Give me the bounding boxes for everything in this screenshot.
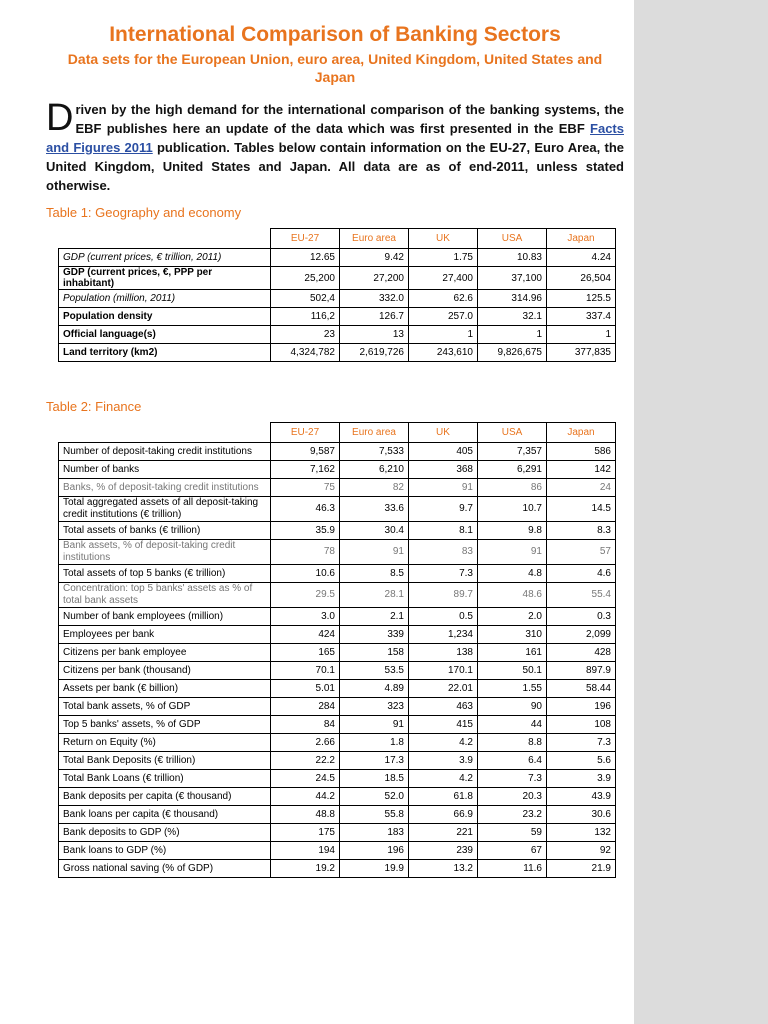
- table-row: [59, 497, 616, 522]
- value-cell: 28.1: [340, 583, 409, 608]
- value-cell: 89.7: [409, 583, 478, 608]
- row-label: Land territory (km2): [59, 344, 271, 362]
- value-cell: 48.6: [478, 583, 547, 608]
- value-cell: 61.8: [409, 788, 478, 806]
- value-cell: 50.1: [478, 662, 547, 680]
- row-label: Total assets of top 5 banks (€ trillion): [59, 565, 271, 583]
- value-cell: 7.3: [409, 565, 478, 583]
- value-cell: 91: [340, 540, 409, 565]
- value-cell: 3.0: [271, 608, 340, 626]
- page-subtitle: Data sets for the European Union, euro area, United Kingdom, United States and Japan: [67, 51, 603, 85]
- value-cell: 24.5: [271, 770, 340, 788]
- header-blank-cell: [59, 423, 271, 443]
- row-label: Number of bank employees (million): [59, 608, 271, 626]
- value-cell: 43.9: [547, 788, 616, 806]
- value-cell: 4.89: [340, 680, 409, 698]
- value-cell: 57: [547, 540, 616, 565]
- value-cell: 91: [478, 540, 547, 565]
- value-cell: 67: [478, 842, 547, 860]
- value-cell: 9.8: [478, 522, 547, 540]
- row-label: Population (million, 2011): [59, 290, 271, 308]
- value-cell: 91: [340, 716, 409, 734]
- table-header-row: [59, 229, 616, 249]
- row-label: Employees per bank: [59, 626, 271, 644]
- value-cell: 27,200: [340, 267, 409, 290]
- value-cell: 4.2: [409, 770, 478, 788]
- value-cell: 17.3: [340, 752, 409, 770]
- row-label: GDP (current prices, € trillion, 2011): [59, 249, 271, 267]
- value-cell: 463: [409, 698, 478, 716]
- value-cell: 12.65: [271, 249, 340, 267]
- value-cell: 8.8: [478, 734, 547, 752]
- value-cell: 125.5: [547, 290, 616, 308]
- table-row: [59, 522, 616, 540]
- value-cell: 239: [409, 842, 478, 860]
- value-cell: 83: [409, 540, 478, 565]
- row-label: Bank loans to GDP (%): [59, 842, 271, 860]
- row-label: Gross national saving (% of GDP): [59, 860, 271, 878]
- row-label: Total Bank Loans (€ trillion): [59, 770, 271, 788]
- value-cell: 46.3: [271, 497, 340, 522]
- column-header: UK: [409, 423, 478, 443]
- value-cell: 310: [478, 626, 547, 644]
- value-cell: 21.9: [547, 860, 616, 878]
- value-cell: 2,099: [547, 626, 616, 644]
- value-cell: 323: [340, 698, 409, 716]
- intro-text-2: publication. Tables below contain information on the EU-27, Euro Area, the United Kingdom, United States and Japan. All data are as of end-2011, unless stated otherwise.: [46, 140, 624, 193]
- column-header: Japan: [547, 423, 616, 443]
- value-cell: 158: [340, 644, 409, 662]
- value-cell: 22.2: [271, 752, 340, 770]
- row-label: Official language(s): [59, 326, 271, 344]
- value-cell: 3.9: [409, 752, 478, 770]
- value-cell: 132: [547, 824, 616, 842]
- value-cell: 19.9: [340, 860, 409, 878]
- value-cell: 221: [409, 824, 478, 842]
- value-cell: 37,100: [478, 267, 547, 290]
- table-row: [59, 267, 616, 290]
- value-cell: 7.3: [547, 734, 616, 752]
- value-cell: 257.0: [409, 308, 478, 326]
- value-cell: 196: [547, 698, 616, 716]
- value-cell: 26,504: [547, 267, 616, 290]
- value-cell: 368: [409, 461, 478, 479]
- value-cell: 116,2: [271, 308, 340, 326]
- value-cell: 7,162: [271, 461, 340, 479]
- value-cell: 586: [547, 443, 616, 461]
- value-cell: 502,4: [271, 290, 340, 308]
- column-header: EU-27: [271, 229, 340, 249]
- drop-cap: D: [46, 97, 74, 139]
- value-cell: 377,835: [547, 344, 616, 362]
- table-row: [59, 824, 616, 842]
- row-label: Bank deposits to GDP (%): [59, 824, 271, 842]
- row-label: Assets per bank (€ billion): [59, 680, 271, 698]
- row-label: Banks, % of deposit-taking credit institutions: [59, 479, 271, 497]
- value-cell: 5.01: [271, 680, 340, 698]
- column-header: Euro area: [340, 423, 409, 443]
- value-cell: 66.9: [409, 806, 478, 824]
- table1-title: Table 1: Geography and economy: [46, 205, 242, 220]
- value-cell: 78: [271, 540, 340, 565]
- value-cell: 20.3: [478, 788, 547, 806]
- column-header: EU-27: [271, 423, 340, 443]
- value-cell: 22.01: [409, 680, 478, 698]
- row-label: Number of deposit-taking credit institutions: [59, 443, 271, 461]
- facts-and-figures-link[interactable]: Facts and Figures 2011: [46, 121, 624, 155]
- table-row: [59, 770, 616, 788]
- value-cell: 82: [340, 479, 409, 497]
- value-cell: 4,324,782: [271, 344, 340, 362]
- value-cell: 165: [271, 644, 340, 662]
- value-cell: 33.6: [340, 497, 409, 522]
- table-row: [59, 644, 616, 662]
- value-cell: 1,234: [409, 626, 478, 644]
- value-cell: 9,826,675: [478, 344, 547, 362]
- row-label: Citizens per bank employee: [59, 644, 271, 662]
- value-cell: 11.6: [478, 860, 547, 878]
- value-cell: 10.83: [478, 249, 547, 267]
- value-cell: 92: [547, 842, 616, 860]
- value-cell: 7,357: [478, 443, 547, 461]
- value-cell: 23.2: [478, 806, 547, 824]
- table-row: [59, 716, 616, 734]
- table-row: [59, 290, 616, 308]
- value-cell: 1.75: [409, 249, 478, 267]
- table-row: [59, 806, 616, 824]
- page-title: International Comparison of Banking Sectors: [109, 23, 561, 46]
- value-cell: 332.0: [340, 290, 409, 308]
- value-cell: 126.7: [340, 308, 409, 326]
- row-label: Total Bank Deposits (€ trillion): [59, 752, 271, 770]
- value-cell: 428: [547, 644, 616, 662]
- row-label: Total aggregated assets of all deposit-taking credit institutions (€ trillion): [59, 497, 271, 522]
- geography-economy-table: [58, 228, 616, 362]
- table-row: [59, 249, 616, 267]
- value-cell: 84: [271, 716, 340, 734]
- value-cell: 53.5: [340, 662, 409, 680]
- table2-title: Table 2: Finance: [46, 399, 142, 414]
- value-cell: 9.42: [340, 249, 409, 267]
- row-label: Bank deposits per capita (€ thousand): [59, 788, 271, 806]
- row-label: Citizens per bank (thousand): [59, 662, 271, 680]
- row-label: Population density: [59, 308, 271, 326]
- table-row: [59, 698, 616, 716]
- value-cell: 91: [409, 479, 478, 497]
- value-cell: 5.6: [547, 752, 616, 770]
- value-cell: 48.8: [271, 806, 340, 824]
- table-row: [59, 461, 616, 479]
- value-cell: 30.4: [340, 522, 409, 540]
- right-sidebar-panel: [634, 0, 768, 1024]
- value-cell: 27,400: [409, 267, 478, 290]
- table-row: [59, 344, 616, 362]
- value-cell: 1: [547, 326, 616, 344]
- value-cell: 284: [271, 698, 340, 716]
- column-header: UK: [409, 229, 478, 249]
- value-cell: 415: [409, 716, 478, 734]
- table-row: [59, 842, 616, 860]
- value-cell: 897.9: [547, 662, 616, 680]
- value-cell: 30.6: [547, 806, 616, 824]
- value-cell: 2,619,726: [340, 344, 409, 362]
- value-cell: 9.7: [409, 497, 478, 522]
- value-cell: 4.2: [409, 734, 478, 752]
- value-cell: 8.5: [340, 565, 409, 583]
- value-cell: 243,610: [409, 344, 478, 362]
- value-cell: 1.55: [478, 680, 547, 698]
- column-header: Japan: [547, 229, 616, 249]
- row-label: Concentration: top 5 banks' assets as % of total bank assets: [59, 583, 271, 608]
- value-cell: 8.1: [409, 522, 478, 540]
- row-label: GDP (current prices, €, PPP per inhabitant): [59, 267, 271, 290]
- value-cell: 194: [271, 842, 340, 860]
- table-row: [59, 734, 616, 752]
- value-cell: 4.24: [547, 249, 616, 267]
- header-blank-cell: [59, 229, 271, 249]
- value-cell: 6,291: [478, 461, 547, 479]
- value-cell: 3.9: [547, 770, 616, 788]
- row-label: Top 5 banks' assets, % of GDP: [59, 716, 271, 734]
- value-cell: 314.96: [478, 290, 547, 308]
- table-header-row: [59, 423, 616, 443]
- value-cell: 35.9: [271, 522, 340, 540]
- value-cell: 183: [340, 824, 409, 842]
- value-cell: 10.7: [478, 497, 547, 522]
- table-row: [59, 788, 616, 806]
- intro-text-1: riven by the high demand for the international comparison of the banking systems, the EBF publishes here an update of the data which was first presented in the EBF: [75, 102, 624, 136]
- value-cell: 13.2: [409, 860, 478, 878]
- value-cell: 138: [409, 644, 478, 662]
- value-cell: 70.1: [271, 662, 340, 680]
- row-label: Bank loans per capita (€ thousand): [59, 806, 271, 824]
- value-cell: 1.8: [340, 734, 409, 752]
- value-cell: 75: [271, 479, 340, 497]
- finance-table: [58, 422, 616, 878]
- value-cell: 59: [478, 824, 547, 842]
- value-cell: 86: [478, 479, 547, 497]
- value-cell: 55.8: [340, 806, 409, 824]
- column-header: USA: [478, 423, 547, 443]
- table-row: [59, 308, 616, 326]
- value-cell: 2.0: [478, 608, 547, 626]
- value-cell: 44.2: [271, 788, 340, 806]
- value-cell: 90: [478, 698, 547, 716]
- value-cell: 405: [409, 443, 478, 461]
- value-cell: 142: [547, 461, 616, 479]
- value-cell: 108: [547, 716, 616, 734]
- table-row: [59, 565, 616, 583]
- column-header: Euro area: [340, 229, 409, 249]
- value-cell: 8.3: [547, 522, 616, 540]
- value-cell: 7.3: [478, 770, 547, 788]
- table-row: [59, 626, 616, 644]
- value-cell: 2.1: [340, 608, 409, 626]
- value-cell: 0.3: [547, 608, 616, 626]
- row-label: Number of banks: [59, 461, 271, 479]
- table-row: [59, 326, 616, 344]
- value-cell: 337.4: [547, 308, 616, 326]
- table-row: [59, 860, 616, 878]
- value-cell: 6,210: [340, 461, 409, 479]
- value-cell: 196: [340, 842, 409, 860]
- value-cell: 0.5: [409, 608, 478, 626]
- table-row: [59, 479, 616, 497]
- row-label: Total bank assets, % of GDP: [59, 698, 271, 716]
- value-cell: 23: [271, 326, 340, 344]
- value-cell: 19.2: [271, 860, 340, 878]
- table-row: [59, 680, 616, 698]
- value-cell: 1: [478, 326, 547, 344]
- table-row: [59, 583, 616, 608]
- row-label: Return on Equity (%): [59, 734, 271, 752]
- table-row: [59, 443, 616, 461]
- value-cell: 170.1: [409, 662, 478, 680]
- column-header: USA: [478, 229, 547, 249]
- value-cell: 2.66: [271, 734, 340, 752]
- value-cell: 55.4: [547, 583, 616, 608]
- table-row: [59, 752, 616, 770]
- value-cell: 424: [271, 626, 340, 644]
- table-row: [59, 662, 616, 680]
- value-cell: 32.1: [478, 308, 547, 326]
- value-cell: 161: [478, 644, 547, 662]
- value-cell: 7,533: [340, 443, 409, 461]
- table-row: [59, 608, 616, 626]
- intro-paragraph: [46, 97, 624, 195]
- value-cell: 58.44: [547, 680, 616, 698]
- value-cell: 1: [409, 326, 478, 344]
- value-cell: 175: [271, 824, 340, 842]
- value-cell: 14.5: [547, 497, 616, 522]
- value-cell: 10.6: [271, 565, 340, 583]
- value-cell: 24: [547, 479, 616, 497]
- row-label: Bank assets, % of deposit-taking credit institutions: [59, 540, 271, 565]
- value-cell: 339: [340, 626, 409, 644]
- value-cell: 44: [478, 716, 547, 734]
- value-cell: 6.4: [478, 752, 547, 770]
- value-cell: 9,587: [271, 443, 340, 461]
- value-cell: 18.5: [340, 770, 409, 788]
- value-cell: 25,200: [271, 267, 340, 290]
- value-cell: 13: [340, 326, 409, 344]
- row-label: Total assets of banks (€ trillion): [59, 522, 271, 540]
- value-cell: 62.6: [409, 290, 478, 308]
- value-cell: 52.0: [340, 788, 409, 806]
- table-row: [59, 540, 616, 565]
- value-cell: 4.6: [547, 565, 616, 583]
- value-cell: 29.5: [271, 583, 340, 608]
- value-cell: 4.8: [478, 565, 547, 583]
